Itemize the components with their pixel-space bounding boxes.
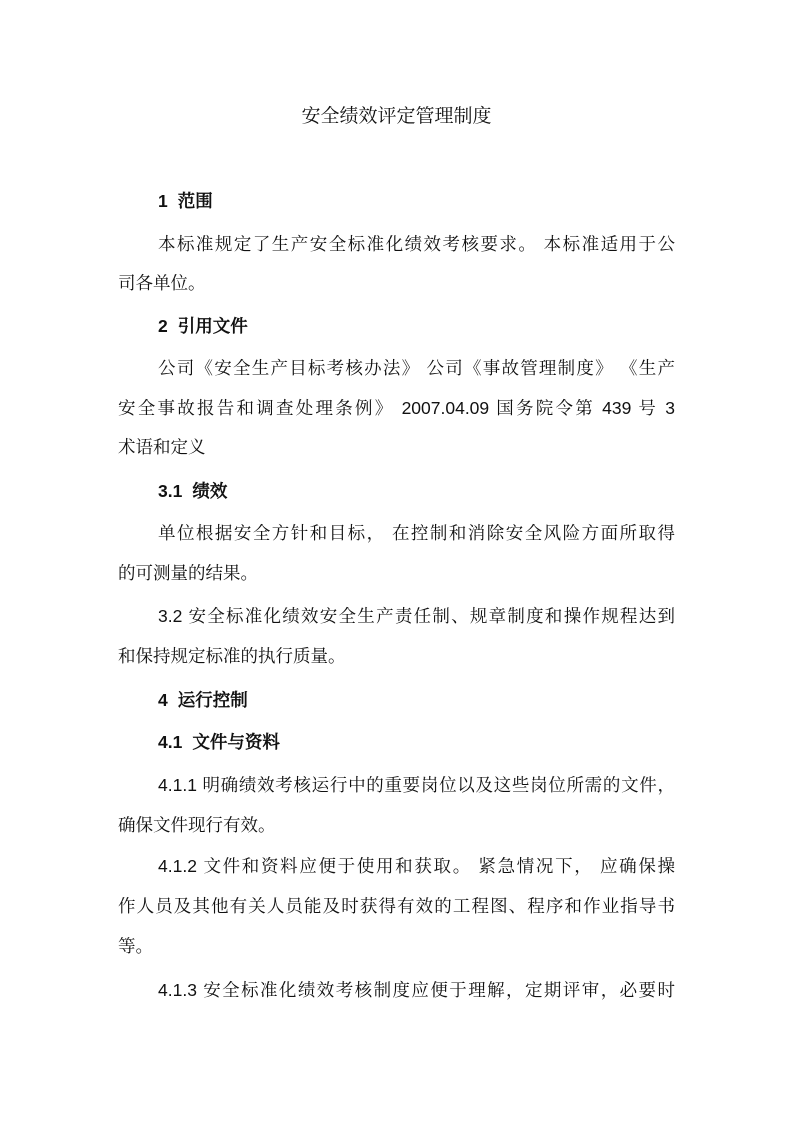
section-number: 4.1: [158, 732, 183, 752]
section-heading-references: [158, 314, 248, 338]
section-title: 文件与资料: [192, 732, 280, 752]
paragraph-line: 4.1.3 安全标准化绩效考核制度应便于理解，定期评审，必要时: [158, 980, 675, 1000]
section-title: 范围: [177, 191, 213, 211]
section-number: 2: [158, 316, 168, 336]
paragraph-line: 术语和定义: [118, 437, 206, 457]
paragraph-line: 单位根据安全方针和目标， 在控制和消除安全风险方面所取得: [158, 523, 675, 543]
section-number: 3.1: [158, 481, 183, 501]
section-title: 绩效: [192, 481, 228, 501]
section-heading-operation-control: [158, 688, 248, 712]
section-heading-performance: [158, 479, 227, 503]
paragraph-line: 本标准规定了生产安全标准化绩效考核要求。 本标准适用于公: [158, 234, 675, 254]
paragraph-line: 等。: [118, 936, 153, 956]
section-title: 运行控制: [177, 690, 248, 710]
section-number: 4: [158, 690, 168, 710]
paragraph-line: 4.1.1 明确绩效考核运行中的重要岗位以及这些岗位所需的文件，: [158, 775, 675, 795]
document-title: 安全绩效评定管理制度: [301, 106, 492, 127]
paragraph-line: 安全事故报告和调查处理条例》 2007.04.09 国务院令第 439 号 3: [118, 398, 675, 418]
paragraph-line: 和保持规定标准的执行质量。: [118, 646, 346, 666]
paragraph-line: 3.2 安全标准化绩效安全生产责任制、规章制度和操作规程达到: [158, 606, 675, 626]
section-heading-documents: [158, 730, 280, 754]
section-heading-scope: [158, 189, 213, 213]
section-title: 引用文件: [177, 316, 248, 336]
section-number: 1: [158, 191, 168, 211]
paragraph-line: 的可测量的结果。: [118, 563, 258, 583]
paragraph-line: 公司《安全生产目标考核办法》 公司《事故管理制度》 《生产: [158, 358, 675, 378]
paragraph-line: 作人员及其他有关人员能及时获得有效的工程图、程序和作业指导书: [118, 896, 675, 916]
paragraph-line: 确保文件现行有效。: [118, 815, 276, 835]
paragraph-line: 司各单位。: [118, 273, 206, 293]
paragraph-line: 4.1.2 文件和资料应便于使用和获取。 紧急情况下， 应确保操: [158, 856, 675, 876]
